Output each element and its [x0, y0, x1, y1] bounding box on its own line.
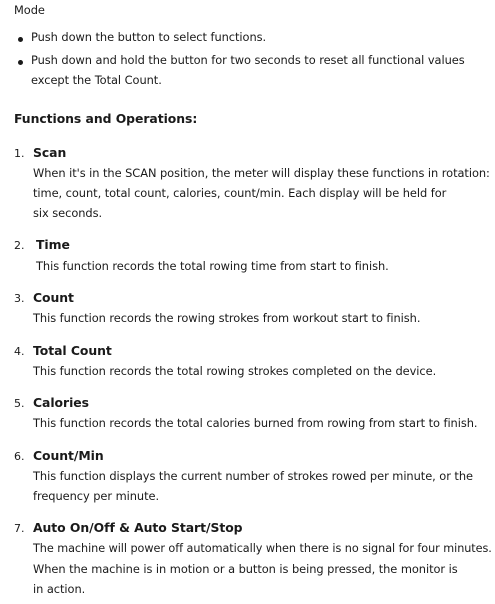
item-text-total-count: This function records the total rowing strokes completed on the device. [33, 364, 437, 378]
item-number: 7. [14, 522, 25, 535]
mode-bullet-1: Push down the button to select functions. [31, 30, 267, 44]
item-number: 2. [14, 239, 25, 252]
item-text-count-min: This function displays the current number of strokes rowed per minute, or the [33, 469, 473, 483]
item-text-auto-on-off: in action. [33, 582, 86, 596]
item-text-scan: six seconds. [33, 206, 103, 220]
item-number: 6. [14, 450, 25, 463]
functions-heading: Functions and Operations: [14, 111, 198, 126]
item-text-time: This function records the total rowing time from start to finish. [36, 259, 389, 273]
bullet-dot-icon [18, 60, 23, 65]
bullet-dot-icon [18, 37, 23, 42]
item-text-calories: This function records the total calories burned from rowing from start to finish. [33, 416, 478, 430]
mode-heading: Mode [14, 3, 45, 17]
item-text-count-min: frequency per minute. [33, 489, 160, 503]
item-text-count: This function records the rowing strokes from workout start to finish. [33, 311, 421, 325]
item-title-calories: Calories [33, 395, 89, 410]
item-title-time: Time [36, 237, 70, 252]
item-text-scan: time, count, total count, calories, count/min. Each display will be held for [33, 186, 447, 200]
item-text-auto-on-off: When the machine is in motion or a button is being pressed, the monitor is [33, 562, 458, 576]
mode-bullet-2: Push down and hold the button for two seconds to reset all functional values [31, 53, 465, 67]
item-number: 1. [14, 147, 25, 160]
item-title-count: Count [33, 290, 74, 305]
item-number: 4. [14, 345, 25, 358]
item-title-auto-on-off: Auto On/Off & Auto Start/Stop [33, 520, 243, 535]
item-text-scan: When it's in the SCAN position, the meter will display these functions in rotation: [33, 166, 490, 180]
item-text-auto-on-off: The machine will power off automatically when there is no signal for four minutes. [33, 542, 492, 555]
mode-bullet-2-continued: except the Total Count. [31, 73, 162, 87]
item-title-total-count: Total Count [33, 343, 112, 358]
item-number: 5. [14, 397, 25, 410]
item-title-count-min: Count/Min [33, 448, 104, 463]
item-title-scan: Scan [33, 145, 67, 160]
item-number: 3. [14, 292, 25, 305]
